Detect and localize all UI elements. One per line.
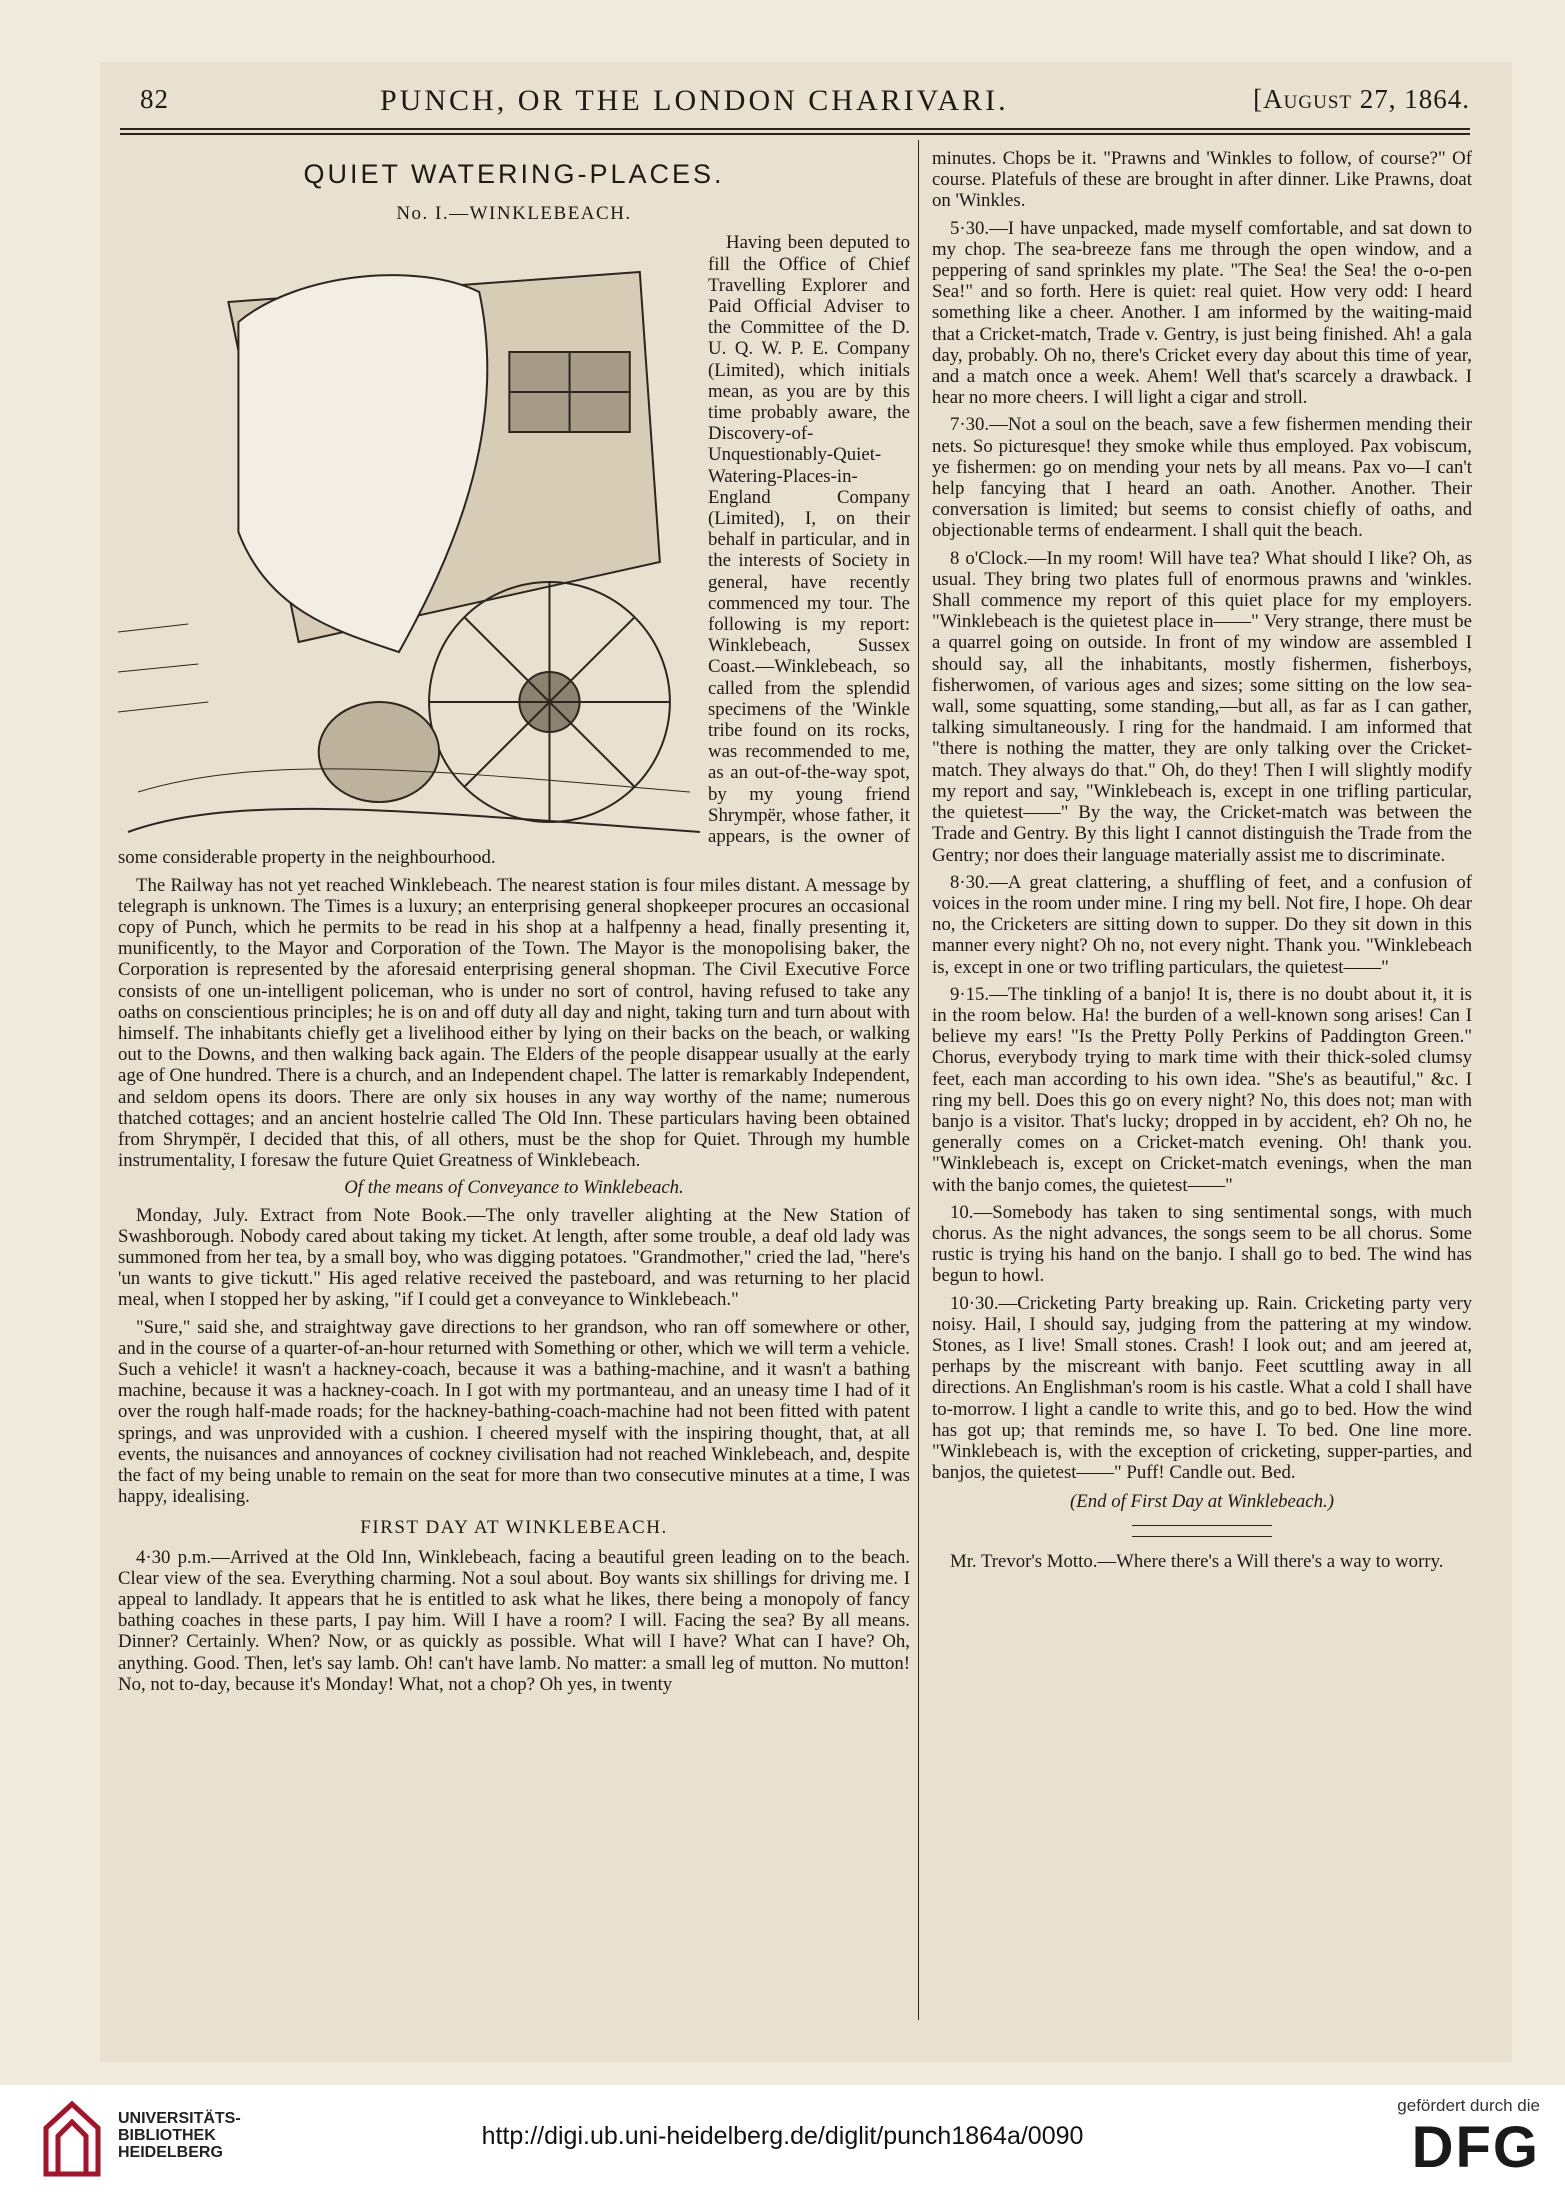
source-url[interactable]: http://digi.ub.uni-heidelberg.de/diglit/punch1864a/0090 [481,2122,1084,2150]
magazine-title: PUNCH, OR THE LONDON CHARIVARI. [380,84,1009,117]
bathing-machine-illustration [118,232,700,842]
paragraph-530: 5·30.—I have unpacked, made myself comfortable, and sat down to my chop. The sea-breeze fans me through the open window, and a peppering of sand sprinkles my plate. "The Sea! the Sea! the o-o-pen Sea!" and so forth. Here is quiet: real quiet. How very odd: I heard something like a cheer. Another. I am informed by the waiting-maid that a Cricket-match, Trade v. Gentry, is just being finished. Ah! a gala day, probably. Oh no, there's Cricket every day about this time of year, and a match once a week. Ahem! Well that's scarcely a drawback. I hear no more cheers. I will light a cigar and stroll. [932,217,1472,409]
column-rule [918,140,919,2020]
issue-date: [August 27, 1864. [1253,84,1470,114]
dfg-logo-text: DFG [1411,2115,1540,2180]
page-number: 82 [140,84,169,114]
paragraph-vehicle: "Sure," said she, and straightway gave directions to her grandson, who ran off somewhere or other, and in the course of a quarter-of-an-hour returned with Something or other, which we will term a vehicle. Such a vehicle! it wasn't a hackney-coach, because it was a bathing-machine, and it wasn't a bathing machine, because it was a hackney-coach. In I got with my portmanteau, and an uneasy time I had of it over the rough half-made roads; for the hackney-bathing-coach-machine had not been fitted with patent springs, and was unprovided with a cushion. I cheered myself with the inspiring thought, that, at all events, the nuisances and annoyances of cockney civilisation had not reached Winklebeach, and, despite the fact of my being unable to remain on the seat for more than two consecutive minutes at a time, I was happy, idealising. [118,1316,910,1508]
paragraph-1030: 10·30.—Cricketing Party breaking up. Rain. Cricketing party very noisy. Hail, I should say, judging from the pattering at my window. Stones, as I live! Small stones. Crash! I look out; and am jeered at, perhaps by the miscreant with banjo. Feet scuttling away in all directions. An Englishman's room is his castle. What a cold I shall have to-morrow. I light a candle to write this, and go to bed. How the wind has got up; that reminds me, so have I. To bed. One line more. "Winklebeach is, with the exception of cricketing, supper-parties, and banjos, the quietest——" Puff! Candle out. Bed. [932,1292,1472,1484]
funding-caption: gefördert durch die [1397,2096,1540,2115]
left-column [118,148,910,1701]
article-subtitle: No. I.—WINKLEBEACH. [396,203,632,225]
running-header [120,84,1470,124]
paragraph-8oclock: 8 o'Clock.—In my room! Will have tea? What should I like? Oh, as usual. They bring two plates full of enormous prawns and 'winkles. Shall commence my report of this quiet place for my employers. "Winklebeach is the quietest place in——" Very strange, there must be a quarrel going on outside. In front of my window are assembled I should say, all the inhabitants, mostly fishermen, fisherboys, fisherwomen, of various ages and sizes; some sitting on the low sea-wall, some squatting, some standing,—but all, as far as I can gather, talking simultaneously. I ring for the handmaid. I am informed that "there is nothing the matter, they are only talking over the Cricket-match. They always do that." Oh, do they! Then I will slightly modify my report and say, "Winklebeach is, except in one trifling particular, the quietest——" By the way, the Cricket-match was between the Trade and Gentry. By this light I cannot distinguish the Trade from the Gentry; nor does their language materially assist me to discriminate. [932,547,1472,866]
right-column [932,148,1472,1578]
paragraph-10: 10.—Somebody has taken to sing sentimental songs, with much chorus. As the night advances, the songs seem to be all chorus. Some rustic is trying his hand on the banjo. I shall go to bed. The wind has begun to howl. [932,1201,1472,1287]
library-name-line-3: HEIDELBERG [118,2144,223,2161]
paragraph-arrival: 4·30 p.m.—Arrived at the Old Inn, Winklebeach, facing a beautiful green leading on to the beach. Clear view of the sea. Everything charming. Not a soul about. Boy wants six shillings for driving me. I appeal to landlady. It appears that he is entitled to ask what he likes, there being a monopoly of fancy bathing coaches in these parts, I pay him. Will I have a room? I will. Facing the sea? By all means. Dinner? Certainly. When? Now, or as quickly as possible. What will I have? What can I have? Oh, anything. Good. Then, let's say lamb. Oh! can't have lamb. No matter: a small leg of mutton. No mutton! No, not to-day, because it's Monday! What, not a chop? Oh yes, in twenty [118,1546,910,1695]
separator-rule-2 [1132,1536,1272,1537]
paragraph-915: 9·15.—The tinkling of a banjo! It is, there is no doubt about it, it is in the room below. Ha! the burden of a well-known song arises! Can I believe my ears! "Is the Pretty Polly Perkins of Paddington Green." Chorus, everybody trying to mark time with their thick-soled clumsy feet, each man according to his own idea. "She's as beautiful," &c. I ring my bell. Does this go on every night? No, this does not; man with banjo is a visitor. That's lucky; dropped in by accident, eh? Oh no, he generally comes on a Cricket-match evening. Oh! thank you. "Winklebeach is, except on Cricket-match evenings, when the man with the banjo comes, the quietest——" [932,983,1472,1196]
separator-rule [1132,1525,1272,1526]
conveyance-heading: Of the means of Conveyance to Winklebeach. [344,1177,684,1199]
paragraph-830: 8·30.—A great clattering, a shuffling of feet, and a confusion of voices in the room under mine. I ring my bell. Not fire, I hope. Oh dear no, the Cricketers are sitting down to supper. Do they sit down in this manner every night? Oh no, not every night. Thank you. "Winklebeach is, except in one or two trifling particulars, the quietest——" [932,871,1472,978]
paragraph-730: 7·30.—Not a soul on the beach, save a few fishermen mending their nets. So picturesque! they smoke while thus employed. Pax vobiscum, ye fishermen: go on mending your nets by all means. Pax vo—I can't help fancying that I heard an oath. Another. Another. Their conversation is limited; but seems to consist chiefly of oaths, and objectionable terms of endearment. I shall quit the beach. [932,414,1472,542]
paragraph-monday: Monday, July. Extract from Note Book.—The only traveller alighting at the New Station of Swashborough. Nobody cared about taking my ticket. At length, after some trouble, a deaf old lady was summoned from her tea, by a small boy, who was digging potatoes. "Grandmother," cried the lad, "here's 'un wants to give tickutt." His aged relative received the pasteboard, and was returning to her placid meal, when I stopped her by asking, "if I could get a conveyance to Winklebeach." [118,1204,910,1311]
funding-logo[interactable] [1330,2096,1540,2196]
library-name-line-2: BIBLIOTHEK [118,2127,216,2144]
paragraph-railway: The Railway has not yet reached Winklebeach. The nearest station is four miles distant. A message by telegraph is unknown. The Times is a luxury; an enterprising general shopkeeper procures an occasional copy of Punch, which he permits to be read in his shop at a halfpenny a head, finally presenting it, munificently, to the Mayor and Corporation of the Town. The Mayor is the monopolising baker, the Corporation is represented by the aforesaid enterprising general shopman. The Civil Executive Force consists of one un-intelligent policeman, who is under no sort of control, having refused to take any oaths on conscientious principles; he is on and off duty all day and night, taking turn and turn about with himself. The inhabitants chiefly get a livelihood either by lying on their backs on the beach, or walking out to the Downs, and then walking back again. The Elders of the people disappear usually at the early age of One hundred. There is a church, and an Independent chapel. The latter is remarkably Independent, and seldom opens its doors. There are only six houses in any way worthy of the name; numerous thatched cottages; and an ancient hostelrie called The Old Inn. These particulars having been obtained from Shrympër, I decided that this, of all others, must be the shop for Quiet. Through my humble instrumentality, I foresaw the future Quiet Greatness of Winklebeach. [118,874,910,1172]
paragraph-motto: Mr. Trevor's Motto.—Where there's a Will there's a way to worry. [950,1550,1444,1572]
article-title: QUIET WATERING-PLACES. [303,159,725,189]
paragraph-intro: Having been deputed to fill the Office of Chief Travelling Explorer and Paid Official Adviser to the Committee of the D. U. Q. W. P. E. Company (Limited), which initials mean, as you are by this time probably aware, the Discovery-of-Unquestionably-Quiet-Watering-Places-in-England Company (Limited), I, on their behalf in particular, and in the interests of Society in general, have recently commenced my tour. The following is my report: Winklebeach, Sussex Coast.—Winklebeach, so called from the splendid specimens of the 'Winkle tribe found on its rocks, was recommended to me, as an out-of-the-way spot, by my young friend Shrympër, whose father, it appears, is the owner of some considerable property in the neighbourhood. [118,232,910,869]
end-note: (End of First Day at Winklebeach.) [1070,1491,1334,1513]
header-rule-thin [120,133,1470,135]
first-day-heading: FIRST DAY AT WINKLEBEACH. [360,1517,668,1539]
header-rule [120,128,1470,130]
library-name-line-1: UNIVERSITÄTS- [118,2110,241,2127]
paragraph-chops: minutes. Chops be it. "Prawns and 'Winkles to follow, of course?" Of course. Platefuls of these are brought in after dinner. Like Prawns, doat on 'Winkles. [932,148,1472,212]
